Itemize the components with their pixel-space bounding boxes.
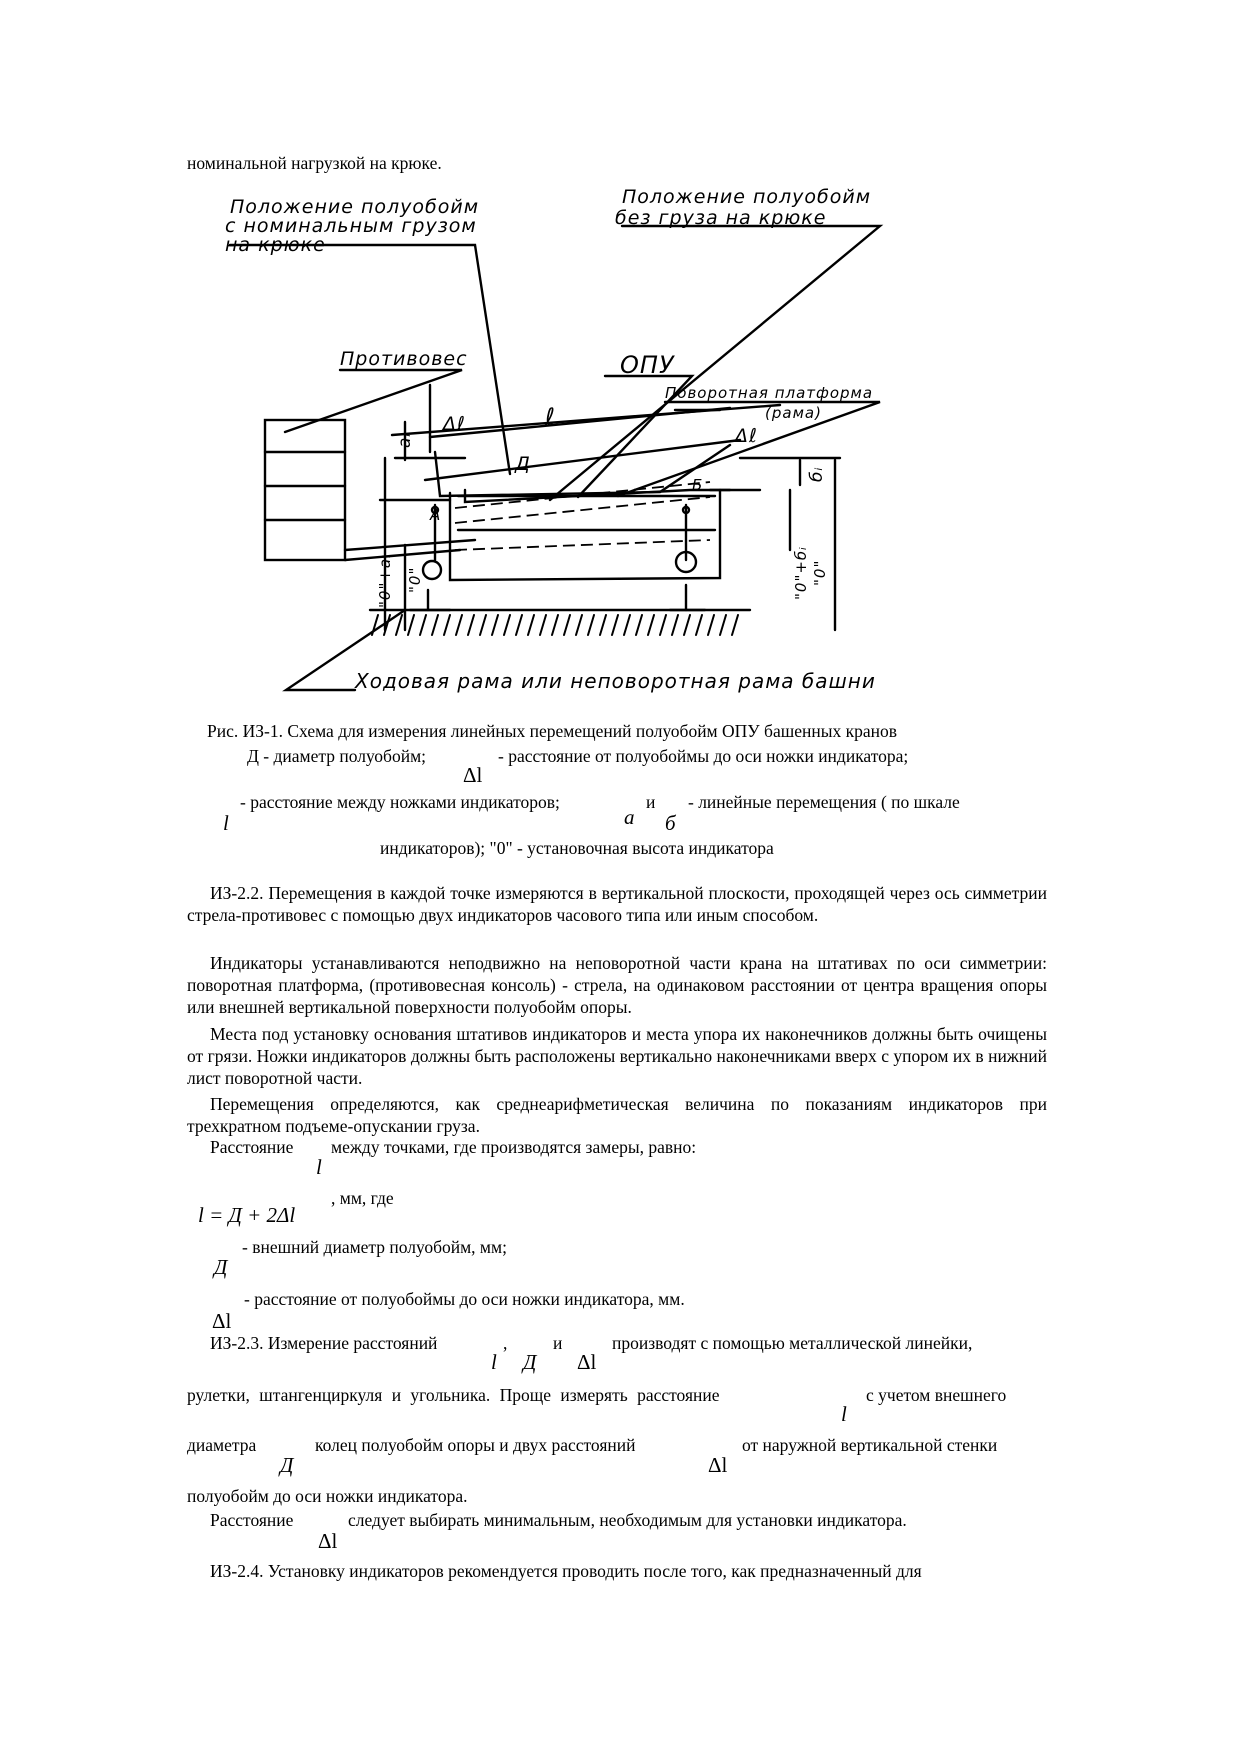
paragraph-line-10a: Расстояние xyxy=(210,1510,294,1530)
label-l: ℓ xyxy=(545,403,556,431)
caption-sym-b: б xyxy=(665,811,676,835)
paragraph-distance-a: Расстояние xyxy=(210,1137,294,1157)
paragraph-iz-2-3-b: и xyxy=(553,1333,563,1353)
caption-sym-l: l xyxy=(223,811,229,835)
paragraph-displacements: Перемещения определяются, как среднеарифметическая величина по показаниям индикаторов при трехкратном подъеме-опускании груза. xyxy=(187,1094,1047,1136)
label-platform-1: Поворотная платформа xyxy=(665,384,874,402)
measurement-diagram xyxy=(225,186,1000,710)
formula-main: l = Д + 2Δl xyxy=(198,1203,296,1227)
label-zero-plus-ai: "0"+аᵢ xyxy=(376,554,394,608)
label-zero-right: "0" xyxy=(811,559,829,586)
paragraph-distance-b: между точками, где производятся замеры, равно: xyxy=(331,1137,697,1157)
caption-line-3c: - линейные перемещения ( по шкале xyxy=(688,792,960,812)
caption-line-2b: - расстояние от полуобоймы до оси ножки индикатора; xyxy=(498,746,909,766)
label-loaded-1: Положение полуобойм xyxy=(230,196,480,218)
caption-line-2a: Д - диаметр полуобойм; xyxy=(247,746,427,766)
label-d: Д xyxy=(515,453,531,475)
paragraph-line-9: полуобойм до оси ножки индикатора. xyxy=(187,1486,468,1506)
label-counterweight: Противовес xyxy=(340,348,468,370)
label-zero-plus-bi: "0"+бᵢ xyxy=(792,546,810,600)
label-unloaded-1: Положение полуобойм xyxy=(622,186,872,208)
sym-d-3: Д xyxy=(280,1453,294,1477)
label-base: Ходовая рама или неповоротная рама башни xyxy=(355,669,876,693)
paragraph-line-8b: колец полуобойм опоры и двух расстояний xyxy=(315,1435,636,1455)
caption-line-3a: - расстояние между ножками индикаторов; xyxy=(240,792,560,812)
sym-dl-def: Δl xyxy=(212,1309,232,1333)
paragraph-line-8c: от наружной вертикальной стенки xyxy=(742,1435,998,1455)
label-dl-left: Δℓ xyxy=(443,413,466,435)
formula-tail: , мм, где xyxy=(331,1188,394,1208)
caption-sym-a: a xyxy=(624,805,635,829)
comma: , xyxy=(503,1333,508,1353)
paragraph-iz-2-2: ИЗ-2.2. Перемещения в каждой точке измеряются в вертикальной плоскости, проходящей через ось симметрии стрела-противовес с помощью двух индикаторов часового типа или иным способом. xyxy=(187,883,1047,925)
label-dl-right: Δℓ xyxy=(735,425,758,447)
caption-line-1: Рис. ИЗ-1. Схема для измерения линейных перемещений полуобойм ОПУ башенных кранов xyxy=(207,721,897,741)
label-opu: ОПУ xyxy=(620,351,675,379)
sym-dl-3: Δl xyxy=(708,1453,728,1477)
sym-l-2: l xyxy=(491,1350,497,1374)
paragraph-places: Места под установку основания штативов индикаторов и места упора их наконечников должны быть очищены от грязи. Ножки индикаторов должны быть расположены вертикально наконечниками вверх с упором их в нижний лист поворотной части. xyxy=(187,1024,1047,1088)
definition-dl: - расстояние от полуобоймы до оси ножки индикатора, мм. xyxy=(244,1289,685,1309)
sym-l-3: l xyxy=(841,1402,847,1426)
label-loaded-3: на крюке xyxy=(225,234,326,256)
sym-d-2: Д xyxy=(523,1350,537,1374)
paragraph-iz-2-3-a: ИЗ-2.3. Измерение расстояний xyxy=(210,1333,438,1353)
top-line: номинальной нагрузкой на крюке. xyxy=(187,153,442,173)
paragraph-line-8a: диаметра xyxy=(187,1435,257,1455)
paragraph-line-10b: следует выбирать минимальным, необходимым для установки индикатора. xyxy=(348,1510,907,1530)
caption-line-4: индикаторов); "0" - установочная высота индикатора xyxy=(380,838,774,858)
label-zero-left: "0" xyxy=(406,566,424,593)
caption-line-3b: и xyxy=(646,792,656,812)
sym-l-1: l xyxy=(316,1155,322,1179)
definition-d: - внешний диаметр полуобойм, мм; xyxy=(242,1237,507,1257)
paragraph-line-7a: рулетки, штангенциркуля и угольника. Проще измерять расстояние xyxy=(187,1385,720,1405)
paragraph-line-7b: с учетом внешнего xyxy=(866,1385,1007,1405)
paragraph-iz-2-3-c: производят с помощью металлической линейки, xyxy=(612,1333,973,1353)
sym-dl-2: Δl xyxy=(577,1350,597,1374)
sym-d-def: Д xyxy=(214,1255,228,1279)
label-point-a: А xyxy=(430,506,442,524)
label-platform-2: (рама) xyxy=(765,404,822,422)
caption-sym-dl: Δl xyxy=(463,763,483,787)
paragraph-indicators: Индикаторы устанавливаются неподвижно на неповоротной части крана на штативах по оси симметрии: поворотная платформа, (противовесная консоль) - стрела, на одинаковом расстоянии от центра вращения опоры или внешней вертикальной поверхности полуобойм опоры. xyxy=(187,953,1047,1017)
label-point-b: Б xyxy=(692,476,704,494)
paragraph-iz-2-4: ИЗ-2.4. Установку индикаторов рекомендуется проводить после того, как предназначенный для xyxy=(210,1561,922,1581)
leader-counterweight xyxy=(285,370,462,432)
sym-dl-4: Δl xyxy=(318,1529,338,1553)
label-bi: бᵢ xyxy=(807,466,827,482)
counterweight-block xyxy=(265,420,345,560)
label-ai: аᵢ xyxy=(395,432,415,448)
label-unloaded-2: без груза на крюке xyxy=(615,207,827,229)
label-loaded-2: с номинальным грузом xyxy=(225,215,477,237)
